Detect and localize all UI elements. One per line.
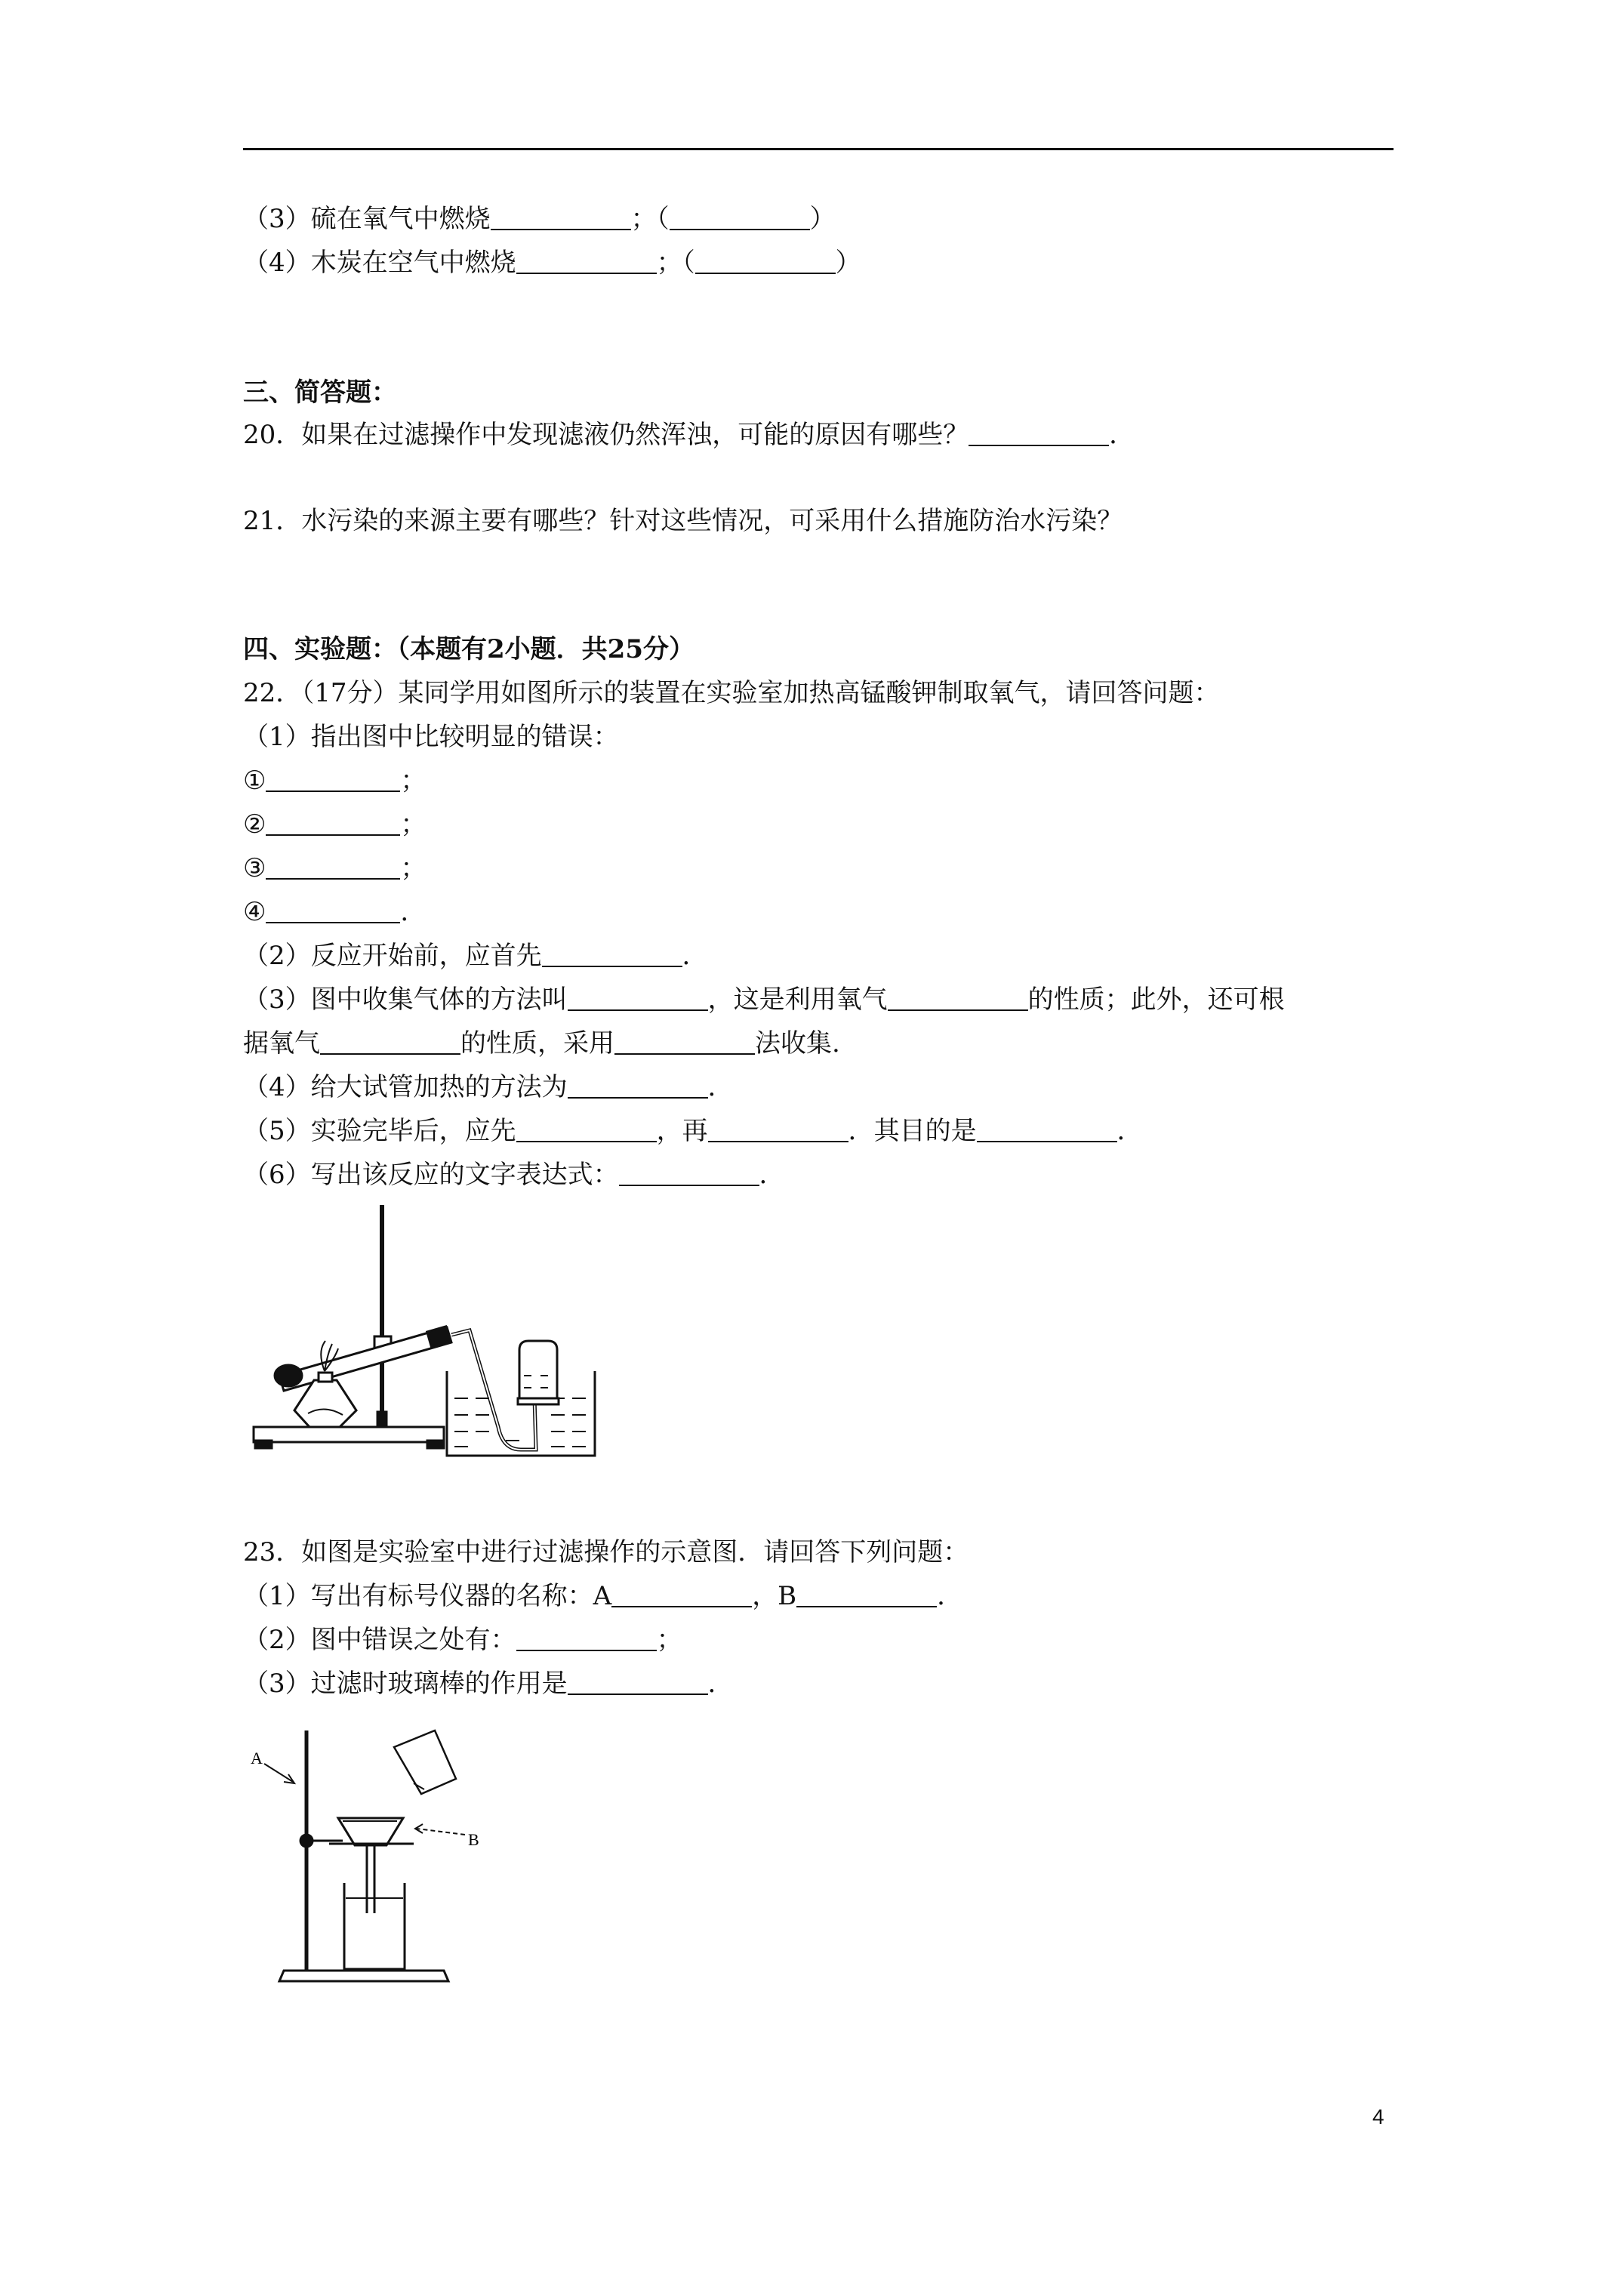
answer-blank[interactable] xyxy=(320,1031,460,1055)
error-item-3: ③ ； xyxy=(243,853,427,883)
answer-blank[interactable] xyxy=(796,1583,937,1607)
label-a: A xyxy=(251,1749,263,1767)
question-23-stem: 23．如图是实验室中进行过滤操作的示意图．请回答下列问题： xyxy=(243,1537,969,1567)
question-22-part-4: （4）给大试管加热的方法为 ． xyxy=(243,1072,734,1102)
answer-blank[interactable] xyxy=(670,206,810,230)
question-22-part-5: （5）实验完毕后，应先 ，再 ．其目的是 ． xyxy=(243,1116,1143,1146)
answer-blank[interactable] xyxy=(969,422,1109,446)
answer-blank[interactable] xyxy=(568,1671,708,1695)
question-22-stem: 22．（17分）某同学用如图所示的装置在实验室加热高锰酸钾制取氧气，请回答问题： xyxy=(243,678,1220,708)
header-rule xyxy=(243,148,1394,150)
error-item-4: ④ ． xyxy=(243,897,427,927)
question-22-part-3: （3）图中收集气体的方法叫 ，这是利用氧气 的性质；此外，还可根 xyxy=(243,985,1285,1015)
answer-blank[interactable] xyxy=(619,1162,759,1186)
answer-blank[interactable] xyxy=(611,1583,752,1607)
question-22-part-2: （2）反应开始前，应首先 ． xyxy=(243,941,708,971)
answer-blank[interactable] xyxy=(491,206,631,230)
answer-blank[interactable] xyxy=(516,250,657,274)
question-22-part-1: （1）指出图中比较明显的错误： xyxy=(243,722,619,752)
question-21: 21．水污染的来源主要有哪些？针对这些情况，可采用什么措施防治水污染？ xyxy=(243,506,1123,536)
section-4-heading: 四、实验题：（本题有2小题．共25分） xyxy=(243,634,694,664)
question-3-line: （3）硫在氧气中燃烧 ；（ ） xyxy=(243,204,836,234)
answer-blank[interactable] xyxy=(516,1627,657,1651)
answer-blank[interactable] xyxy=(888,987,1028,1011)
page-number: 4 xyxy=(1372,2105,1384,2128)
oxygen-apparatus-figure xyxy=(249,1200,611,1472)
filtration-figure xyxy=(246,1720,518,1992)
question-23-part-3: （3）过滤时玻璃棒的作用是 ． xyxy=(243,1669,734,1699)
answer-blank[interactable] xyxy=(977,1118,1117,1142)
error-item-1: ① ； xyxy=(243,766,427,796)
question-4-line: （4）木炭在空气中燃烧 ；（ ） xyxy=(243,248,861,278)
question-20: 20．如果在过滤操作中发现滤液仍然浑浊，可能的原因有哪些？ ． xyxy=(243,420,1135,450)
answer-blank[interactable] xyxy=(708,1118,848,1142)
question-22-part-6: （6）写出该反应的文字表达式： ． xyxy=(243,1160,785,1190)
answer-blank[interactable] xyxy=(266,899,400,923)
answer-blank[interactable] xyxy=(266,812,400,836)
answer-blank[interactable] xyxy=(266,855,400,880)
answer-blank[interactable] xyxy=(568,1074,708,1099)
label-b: B xyxy=(468,1830,479,1849)
answer-blank[interactable] xyxy=(266,768,400,792)
question-22-part-3-cont: 据氧气 的性质，采用 法收集. xyxy=(243,1028,840,1059)
question-23-part-1: （1）写出有标号仪器的名称：A ，B ． xyxy=(243,1581,963,1611)
answer-blank[interactable] xyxy=(568,987,708,1011)
error-item-2: ② ； xyxy=(243,809,427,840)
answer-blank[interactable] xyxy=(516,1118,657,1142)
answer-blank[interactable] xyxy=(695,250,836,274)
answer-blank[interactable] xyxy=(614,1031,755,1055)
section-3-heading: 三、简答题： xyxy=(243,378,397,408)
question-23-part-2: （2）图中错误之处有： ； xyxy=(243,1625,682,1655)
answer-blank[interactable] xyxy=(542,943,682,967)
